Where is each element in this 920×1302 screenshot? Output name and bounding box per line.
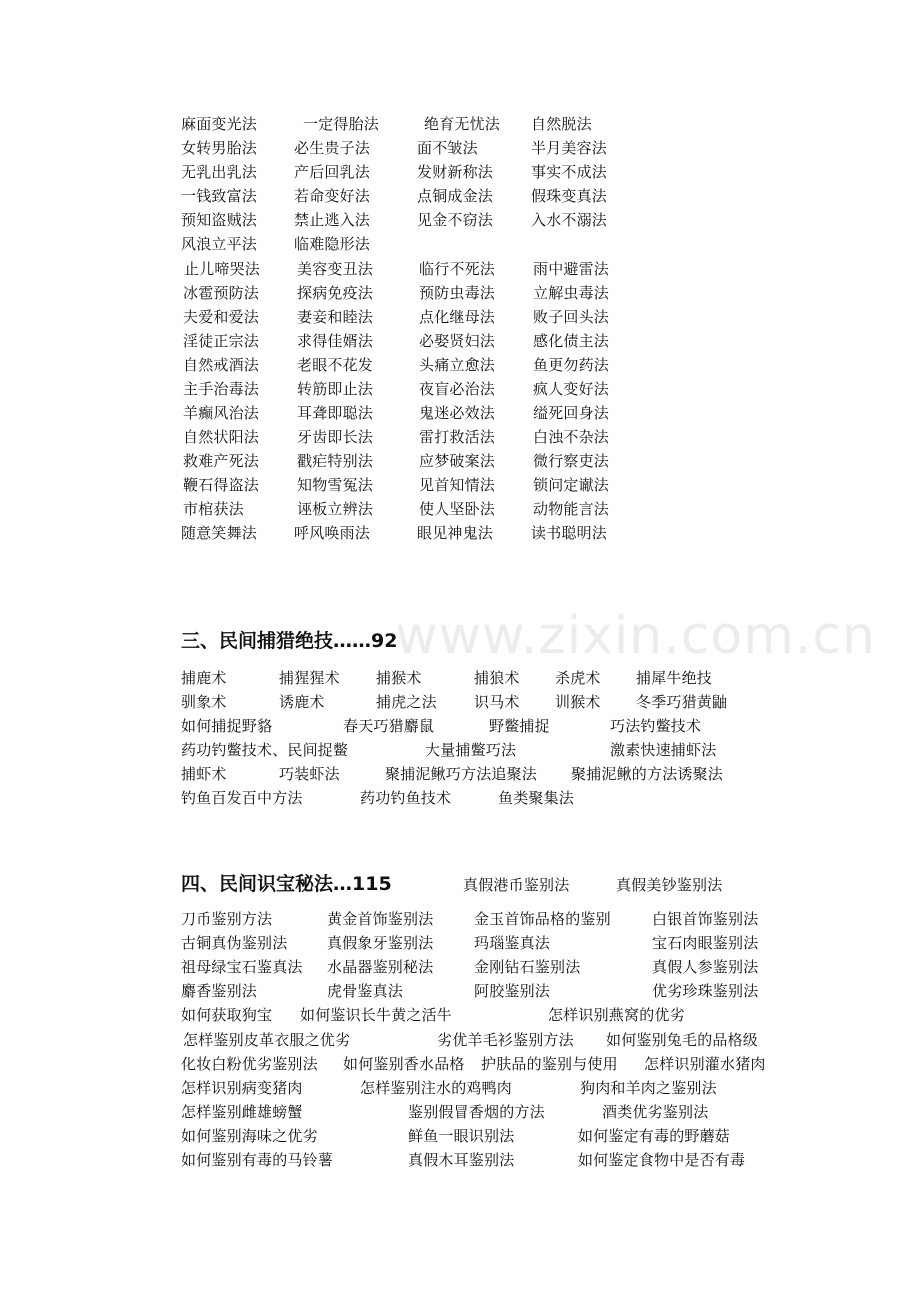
section4-entry: 怎样鉴别皮革衣服之优劣: [183, 1031, 351, 1049]
section4-entry: 虎骨鉴真法: [327, 982, 404, 1000]
section2-entry: 绝育无忧法: [424, 115, 501, 133]
section2-entry: 呼风唤雨法: [294, 524, 371, 542]
section2-entry: 点化继母法: [419, 308, 496, 326]
section2-entry: 假珠变真法: [531, 187, 608, 205]
section2-entry: 探病免疫法: [297, 284, 374, 302]
section3-entry: 药功钓鳖技术、民间捉鳖: [181, 741, 349, 759]
section2-entry: 市棺获法: [183, 500, 244, 518]
section2-entry: 眼见神鬼法: [417, 524, 494, 542]
section4-entry: 真假港币鉴别法: [463, 876, 570, 894]
section2-entry: 一定得胎法: [303, 115, 380, 133]
section3-entry: 识马术: [474, 693, 520, 711]
watermark: www.zixin.com.cn: [395, 606, 876, 666]
section3-entry: 捕虾术: [181, 765, 227, 783]
section3-entry: 捕狼术: [474, 669, 520, 687]
section2-entry: 知物雪冤法: [297, 476, 374, 494]
section3-entry: 鱼类聚集法: [498, 789, 575, 807]
section2-entry: 无乳出乳法: [181, 163, 258, 181]
section3-entry: 捕猩猩术: [279, 669, 340, 687]
section3-entry: 大量捕鳖巧法: [425, 741, 517, 759]
section2-entry: 感化债主法: [533, 332, 610, 350]
section2-entry: 读书聪明法: [531, 524, 608, 542]
section2-entry: 求得佳婿法: [297, 332, 374, 350]
section4-entry: 怎样识别燕窝的优劣: [548, 1006, 685, 1024]
section2-entry: 禁止逃入法: [294, 211, 371, 229]
section4-entry: 宝石肉眼鉴别法: [652, 934, 759, 952]
section3-entry: 捕猴术: [376, 669, 422, 687]
section2-entry: 预知盗贼法: [181, 211, 258, 229]
section2-entry: 鞭石得盗法: [183, 476, 260, 494]
section2-entry: 动物能言法: [533, 500, 610, 518]
section3-entry: 聚捕泥鳅巧方法追聚法: [385, 765, 538, 783]
section2-entry: 立解虫毒法: [533, 284, 610, 302]
section2-entry: 白浊不杂法: [533, 428, 610, 446]
section4-entry: 化妆白粉优劣鉴别法: [181, 1055, 318, 1073]
section2-entry: 入水不溺法: [531, 211, 608, 229]
section4-entry: 金刚钻石鉴别法: [474, 958, 581, 976]
section2-entry: 随意笑舞法: [181, 524, 258, 542]
section2-entry: 雷打救活法: [419, 428, 496, 446]
section-heading: 三、民间捕猎绝技……92: [181, 630, 398, 652]
section4-entry: 护肤品的鉴别与使用: [481, 1055, 618, 1073]
section3-entry: 捕虎之法: [376, 693, 437, 711]
section3-entry: 激素快速捕虾法: [610, 741, 717, 759]
section3-entry: 野鳖捕捉: [489, 717, 550, 735]
section2-entry: 若命变好法: [294, 187, 371, 205]
section2-entry: 锁问定谳法: [533, 476, 610, 494]
section2-entry: 一钱致富法: [181, 187, 258, 205]
section4-entry: 鉴别假冒香烟的方法: [408, 1103, 545, 1121]
section4-entry: 真假人参鉴别法: [652, 958, 759, 976]
section2-entry: 夫爱和爱法: [183, 308, 260, 326]
section2-entry: 牙齿即长法: [297, 428, 374, 446]
section4-entry: 怎样鉴别雌雄螃蟹: [181, 1103, 303, 1121]
section3-entry: 诱鹿术: [279, 693, 325, 711]
section2-entry: 见金不窃法: [417, 211, 494, 229]
section4-entry: 如何鉴别香水品格: [343, 1055, 465, 1073]
section2-entry: 必生贵子法: [294, 139, 371, 157]
section2-entry: 风浪立平法: [181, 235, 258, 253]
section2-entry: 临行不死法: [419, 260, 496, 278]
section2-entry: 羊癫风治法: [183, 404, 260, 422]
section2-entry: 诬板立辨法: [297, 500, 374, 518]
section2-entry: 老眼不花发: [297, 356, 374, 374]
section4-entry: 真假象牙鉴别法: [327, 934, 434, 952]
section4-entry: 如何鉴定食物中是否有毒: [578, 1151, 746, 1169]
section2-entry: 女转男胎法: [181, 139, 258, 157]
section2-entry: 救难产死法: [183, 452, 260, 470]
section4-entry: 阿胶鉴别法: [474, 982, 551, 1000]
section3-entry: 药功钓鱼技术: [360, 789, 452, 807]
section2-entry: 淫徒正宗法: [183, 332, 260, 350]
section4-entry: 水晶器鉴别秘法: [327, 958, 434, 976]
section2-entry: 发财新称法: [417, 163, 494, 181]
section4-entry: 鲜鱼一眼识别法: [408, 1127, 515, 1145]
section2-entry: 美容变丑法: [297, 260, 374, 278]
section3-entry: 冬季巧猎黄鼬: [636, 693, 728, 711]
section-heading: 四、民间识宝秘法…115: [181, 873, 392, 895]
section3-entry: 钓鱼百发百中方法: [181, 789, 303, 807]
section4-entry: 刀币鉴别方法: [181, 910, 273, 928]
section2-entry: 半月美容法: [531, 139, 608, 157]
section4-entry: 真假木耳鉴别法: [408, 1151, 515, 1169]
section3-entry: 驯象术: [181, 693, 227, 711]
section2-entry: 缢死回身法: [533, 404, 610, 422]
section2-entry: 败子回头法: [533, 308, 610, 326]
section3-entry: 捕鹿术: [181, 669, 227, 687]
section2-entry: 鱼更勿药法: [533, 356, 610, 374]
section3-entry: 聚捕泥鳅的方法诱聚法: [571, 765, 724, 783]
section4-entry: 金玉首饰品格的鉴别: [474, 910, 611, 928]
section4-entry: 如何获取狗宝: [181, 1006, 273, 1024]
section2-entry: 面不皱法: [417, 139, 478, 157]
section4-entry: 白银首饰鉴别法: [652, 910, 759, 928]
section4-entry: 怎样识别灌水猪肉: [644, 1055, 766, 1073]
section2-entry: 见首知情法: [419, 476, 496, 494]
section2-entry: 耳聋即聪法: [297, 404, 374, 422]
section3-entry: 巧装虾法: [279, 765, 340, 783]
section2-entry: 应梦破案法: [419, 452, 496, 470]
section2-entry: 自然脱法: [531, 115, 592, 133]
section2-entry: 自然戒酒法: [183, 356, 260, 374]
section2-entry: 预防虫毒法: [419, 284, 496, 302]
section2-entry: 事实不成法: [531, 163, 608, 181]
section2-entry: 雨中避雷法: [533, 260, 610, 278]
section4-entry: 黄金首饰鉴别法: [327, 910, 434, 928]
section2-entry: 头痛立愈法: [419, 356, 496, 374]
section2-entry: 主手治毒法: [183, 380, 260, 398]
section2-entry: 微行察吏法: [533, 452, 610, 470]
section4-entry: 怎样识别病变猪肉: [181, 1079, 303, 1097]
section4-entry: 狗肉和羊肉之鉴别法: [580, 1079, 717, 1097]
section2-entry: 临难隐形法: [294, 235, 371, 253]
section2-entry: 点铜成金法: [417, 187, 494, 205]
section2-entry: 戳疟特别法: [297, 452, 374, 470]
section2-entry: 妻妾和睦法: [297, 308, 374, 326]
section2-entry: 疯人变好法: [533, 380, 610, 398]
section4-entry: 祖母绿宝石鉴真法: [181, 958, 303, 976]
section3-entry: 捕犀牛绝技: [636, 669, 713, 687]
section3-entry: 巧法钓鳖技术: [610, 717, 702, 735]
section2-entry: 产后回乳法: [294, 163, 371, 181]
section4-entry: 如何鉴识长牛黄之活牛: [300, 1006, 453, 1024]
section4-entry: 玛瑙鉴真法: [474, 934, 551, 952]
section2-entry: 使人坚卧法: [419, 500, 496, 518]
section3-entry: 春天巧猎麝鼠: [343, 717, 435, 735]
section3-entry: 训猴术: [555, 693, 601, 711]
section4-entry: 如何鉴别有毒的马铃薯: [181, 1151, 334, 1169]
section4-entry: 如何鉴别兔毛的品格级: [606, 1031, 759, 1049]
section2-entry: 麻面变光法: [181, 115, 258, 133]
section4-entry: 如何鉴定有毒的野蘑菇: [578, 1127, 731, 1145]
section3-entry: 如何捕捉野貉: [181, 717, 273, 735]
section4-entry: 麝香鉴别法: [181, 982, 258, 1000]
section2-entry: 夜盲必治法: [419, 380, 496, 398]
section2-entry: 止儿啼哭法: [184, 260, 261, 278]
section4-entry: 劣优羊毛衫鉴别方法: [437, 1031, 574, 1049]
section4-entry: 古铜真伪鉴别法: [181, 934, 288, 952]
section2-entry: 冰雹预防法: [183, 284, 260, 302]
section2-entry: 必娶贤妇法: [419, 332, 496, 350]
section4-entry: 优劣珍珠鉴别法: [652, 982, 759, 1000]
section4-entry: 真假美钞鉴别法: [616, 876, 723, 894]
section3-entry: 杀虎术: [555, 669, 601, 687]
section2-entry: 鬼迷必效法: [419, 404, 496, 422]
section4-entry: 如何鉴别海味之优劣: [181, 1127, 318, 1145]
section2-entry: 自然状阳法: [183, 428, 260, 446]
section2-entry: 转筋即止法: [297, 380, 374, 398]
section4-entry: 怎样鉴别注水的鸡鸭肉: [360, 1079, 513, 1097]
section4-entry: 酒类优劣鉴别法: [602, 1103, 709, 1121]
